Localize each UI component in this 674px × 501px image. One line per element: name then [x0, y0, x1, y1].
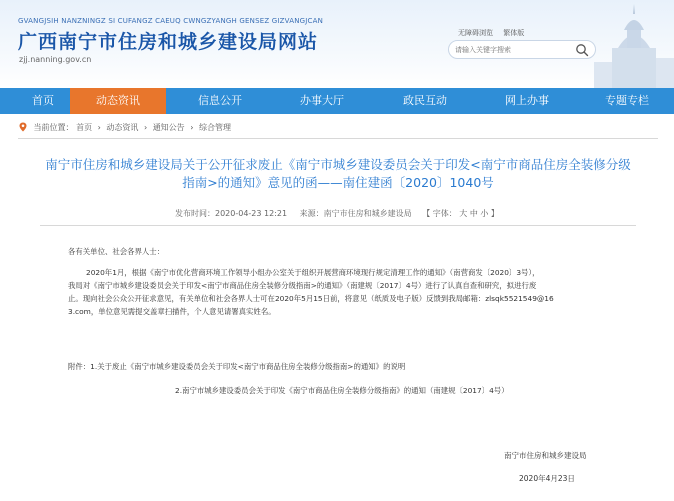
- body-line: 止。现向社会公众公开征求意见，有关单位和社会各界人士可在2020年5月15日前，将意见（纸质及电子版）反馈到我局邮箱：zlsqk5521549@16: [68, 294, 554, 303]
- site-title-pinyin: GVANGJSIH NANZNINGZ SI CUFANGZ CAEUQ CWNGZYANGH GENSEZ GIZVANGJCAN: [18, 17, 324, 25]
- breadcrumb-notices[interactable]: 通知公告: [152, 123, 185, 132]
- signature-date: 2020年4月23日: [519, 474, 575, 483]
- font-size-medium-button[interactable]: 中: [469, 209, 478, 218]
- nav-online-service[interactable]: 网上办事: [505, 94, 549, 107]
- site-title[interactable]: 广西南宁市住房和城乡建设局网站: [18, 31, 319, 53]
- nav-special-topics[interactable]: 专题专栏: [605, 94, 649, 107]
- font-size-suffix: 】: [490, 209, 499, 218]
- font-size-prefix: 【 字体：: [422, 209, 457, 218]
- font-size-large-button[interactable]: 大: [459, 209, 468, 218]
- article-greeting: 各有关单位、社会各界人士：: [68, 247, 165, 256]
- divider: [18, 138, 658, 139]
- search-box: [448, 40, 596, 59]
- breadcrumb-separator: ›: [190, 123, 194, 132]
- site-domain: zjj.nanning.gov.cn: [19, 55, 92, 64]
- traditional-chinese-link[interactable]: 繁体版: [503, 29, 525, 37]
- article-body: [68, 266, 610, 318]
- skyline-decoration-icon: [594, 0, 674, 88]
- accessibility-link[interactable]: 无障碍浏览: [458, 29, 493, 37]
- search-input[interactable]: [455, 43, 565, 56]
- article-title: 南宁市住房和城乡建设局关于公开征求废止《南宁市城乡建设委员会关于印发<南宁市商品住房全装修分级指南>的通知》意见的函——南住建函〔2020〕1040号: [45, 157, 631, 190]
- top-links: [458, 28, 532, 38]
- breadcrumb-news[interactable]: 动态资讯: [106, 123, 139, 132]
- site-header: [0, 0, 674, 88]
- publish-time: 发布时间：2020-04-23 12:21: [175, 209, 288, 218]
- article-source: 来源：南宁市住房和城乡建设局: [299, 209, 412, 218]
- breadcrumb-general[interactable]: 综合管理: [198, 123, 231, 132]
- nav-news[interactable]: 动态资讯: [70, 88, 166, 114]
- signature-organization: 南宁市住房和城乡建设局: [504, 451, 587, 460]
- body-line: 2020年1月，根据《南宁市优化营商环境工作领导小组办公室关于组织开展营商环境现行规定清理工作的通知》（南营商发〔2020〕3号），: [86, 268, 540, 277]
- breadcrumb-prefix: 当前位置：: [33, 123, 74, 132]
- location-icon: [18, 122, 28, 132]
- search-icon[interactable]: [575, 43, 589, 57]
- breadcrumb-separator: ›: [97, 123, 101, 132]
- nav-home[interactable]: 首页: [32, 94, 54, 107]
- body-line: 我局对《南宁市城乡建设委员会关于印发<南宁市商品住房全装修分级指南>的通知》（南建规〔2017〕4号）进行了认真自查和研究，拟进行废: [68, 281, 537, 290]
- nav-service-hall[interactable]: 办事大厅: [300, 94, 344, 107]
- divider: [40, 225, 636, 226]
- breadcrumb-home[interactable]: 首页: [76, 123, 93, 132]
- nav-info-disclosure[interactable]: 信息公开: [198, 94, 242, 107]
- attachment-1-link[interactable]: 附件：1.关于废止《南宁市城乡建设委员会关于印发<南宁市商品住房全装修分级指南>的通知》的说明: [68, 362, 406, 371]
- article-meta: [175, 208, 499, 219]
- attachment-2-link[interactable]: 2.南宁市城乡建设委员会关于印发《南宁市商品住房全装修分级指南》的通知（南建规〔2017〕4号）: [175, 386, 509, 395]
- nav-interaction[interactable]: 政民互动: [403, 94, 447, 107]
- font-size-small-button[interactable]: 小: [480, 209, 489, 218]
- body-line: 3.com，单位意见需提交盖章扫描件，个人意见请署真实姓名。: [68, 307, 276, 316]
- breadcrumb-separator: ›: [143, 123, 148, 132]
- main-nav: [0, 88, 674, 114]
- breadcrumb: [18, 122, 231, 133]
